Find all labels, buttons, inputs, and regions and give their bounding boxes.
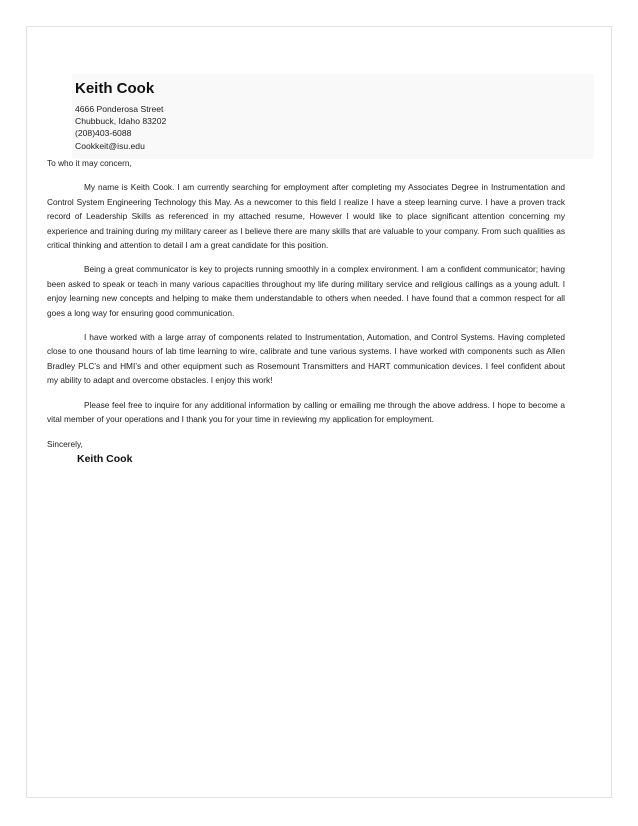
letter-signature: Keith Cook <box>77 452 133 465</box>
letter-greeting: To who it may concern, <box>47 158 132 168</box>
letter-paragraph-3: I have worked with a large array of components related to Instrumentation, Automation, and Control Systems. Having completed close to one thousand hours of lab time learning to wire, calibrate and tune various systems. I have worked with components such as Allen Bradley PLC’s and HMI’s and other equipment such as Rosemount Transmitters and HART communication devices. I feel confident about my ability to adapt and overcome obstacles. I enjoy this work! <box>47 332 565 386</box>
letter-paragraph-1: My name is Keith Cook. I am currently searching for employment after completing my Associates Degree in Instrumentation and Control System Engineering Technology this May. As a newcomer to this field I realize I have a steep learning curve. I have a proven track record of Leadership Skills as referenced in my attached resume, However I would like to place significant attention concerning my experience and training during my military career as I believe there are many skills that are valuable to your company. From such qualities as critical thinking and attention to detail I am a great candidate for this position. <box>47 182 565 251</box>
sender-city: Chubbuck, Idaho 83202 <box>75 116 167 127</box>
sender-name: Keith Cook <box>75 80 155 97</box>
letter-paragraph-4: Please feel free to inquire for any additional information by calling or emailing me through the above address. I hope to become a vital member of your operations and I thank you for your time in reviewing my application for employment. <box>47 399 565 425</box>
letter-paragraph-2: Being a great communicator is key to projects running smoothly in a complex environment. I am a confident communicator; having been asked to speak or teach in many various capacities throughout my life during military service and religious callings as a young adult. I enjoy learning new concepts and helping to make them understandable to others when needed. I have found that a common respect for all goes a long way for ensuring good communication. <box>47 264 565 318</box>
sender-phone: (208)403-6088 <box>75 128 132 139</box>
letter-body <box>47 156 565 466</box>
sender-contact <box>75 103 166 152</box>
letter-closing: Sincerely, <box>47 438 83 449</box>
sender-street: 4666 Ponderosa Street <box>75 104 164 114</box>
sender-email: Cookkeit@isu.edu <box>75 140 145 151</box>
letterhead <box>72 74 594 159</box>
